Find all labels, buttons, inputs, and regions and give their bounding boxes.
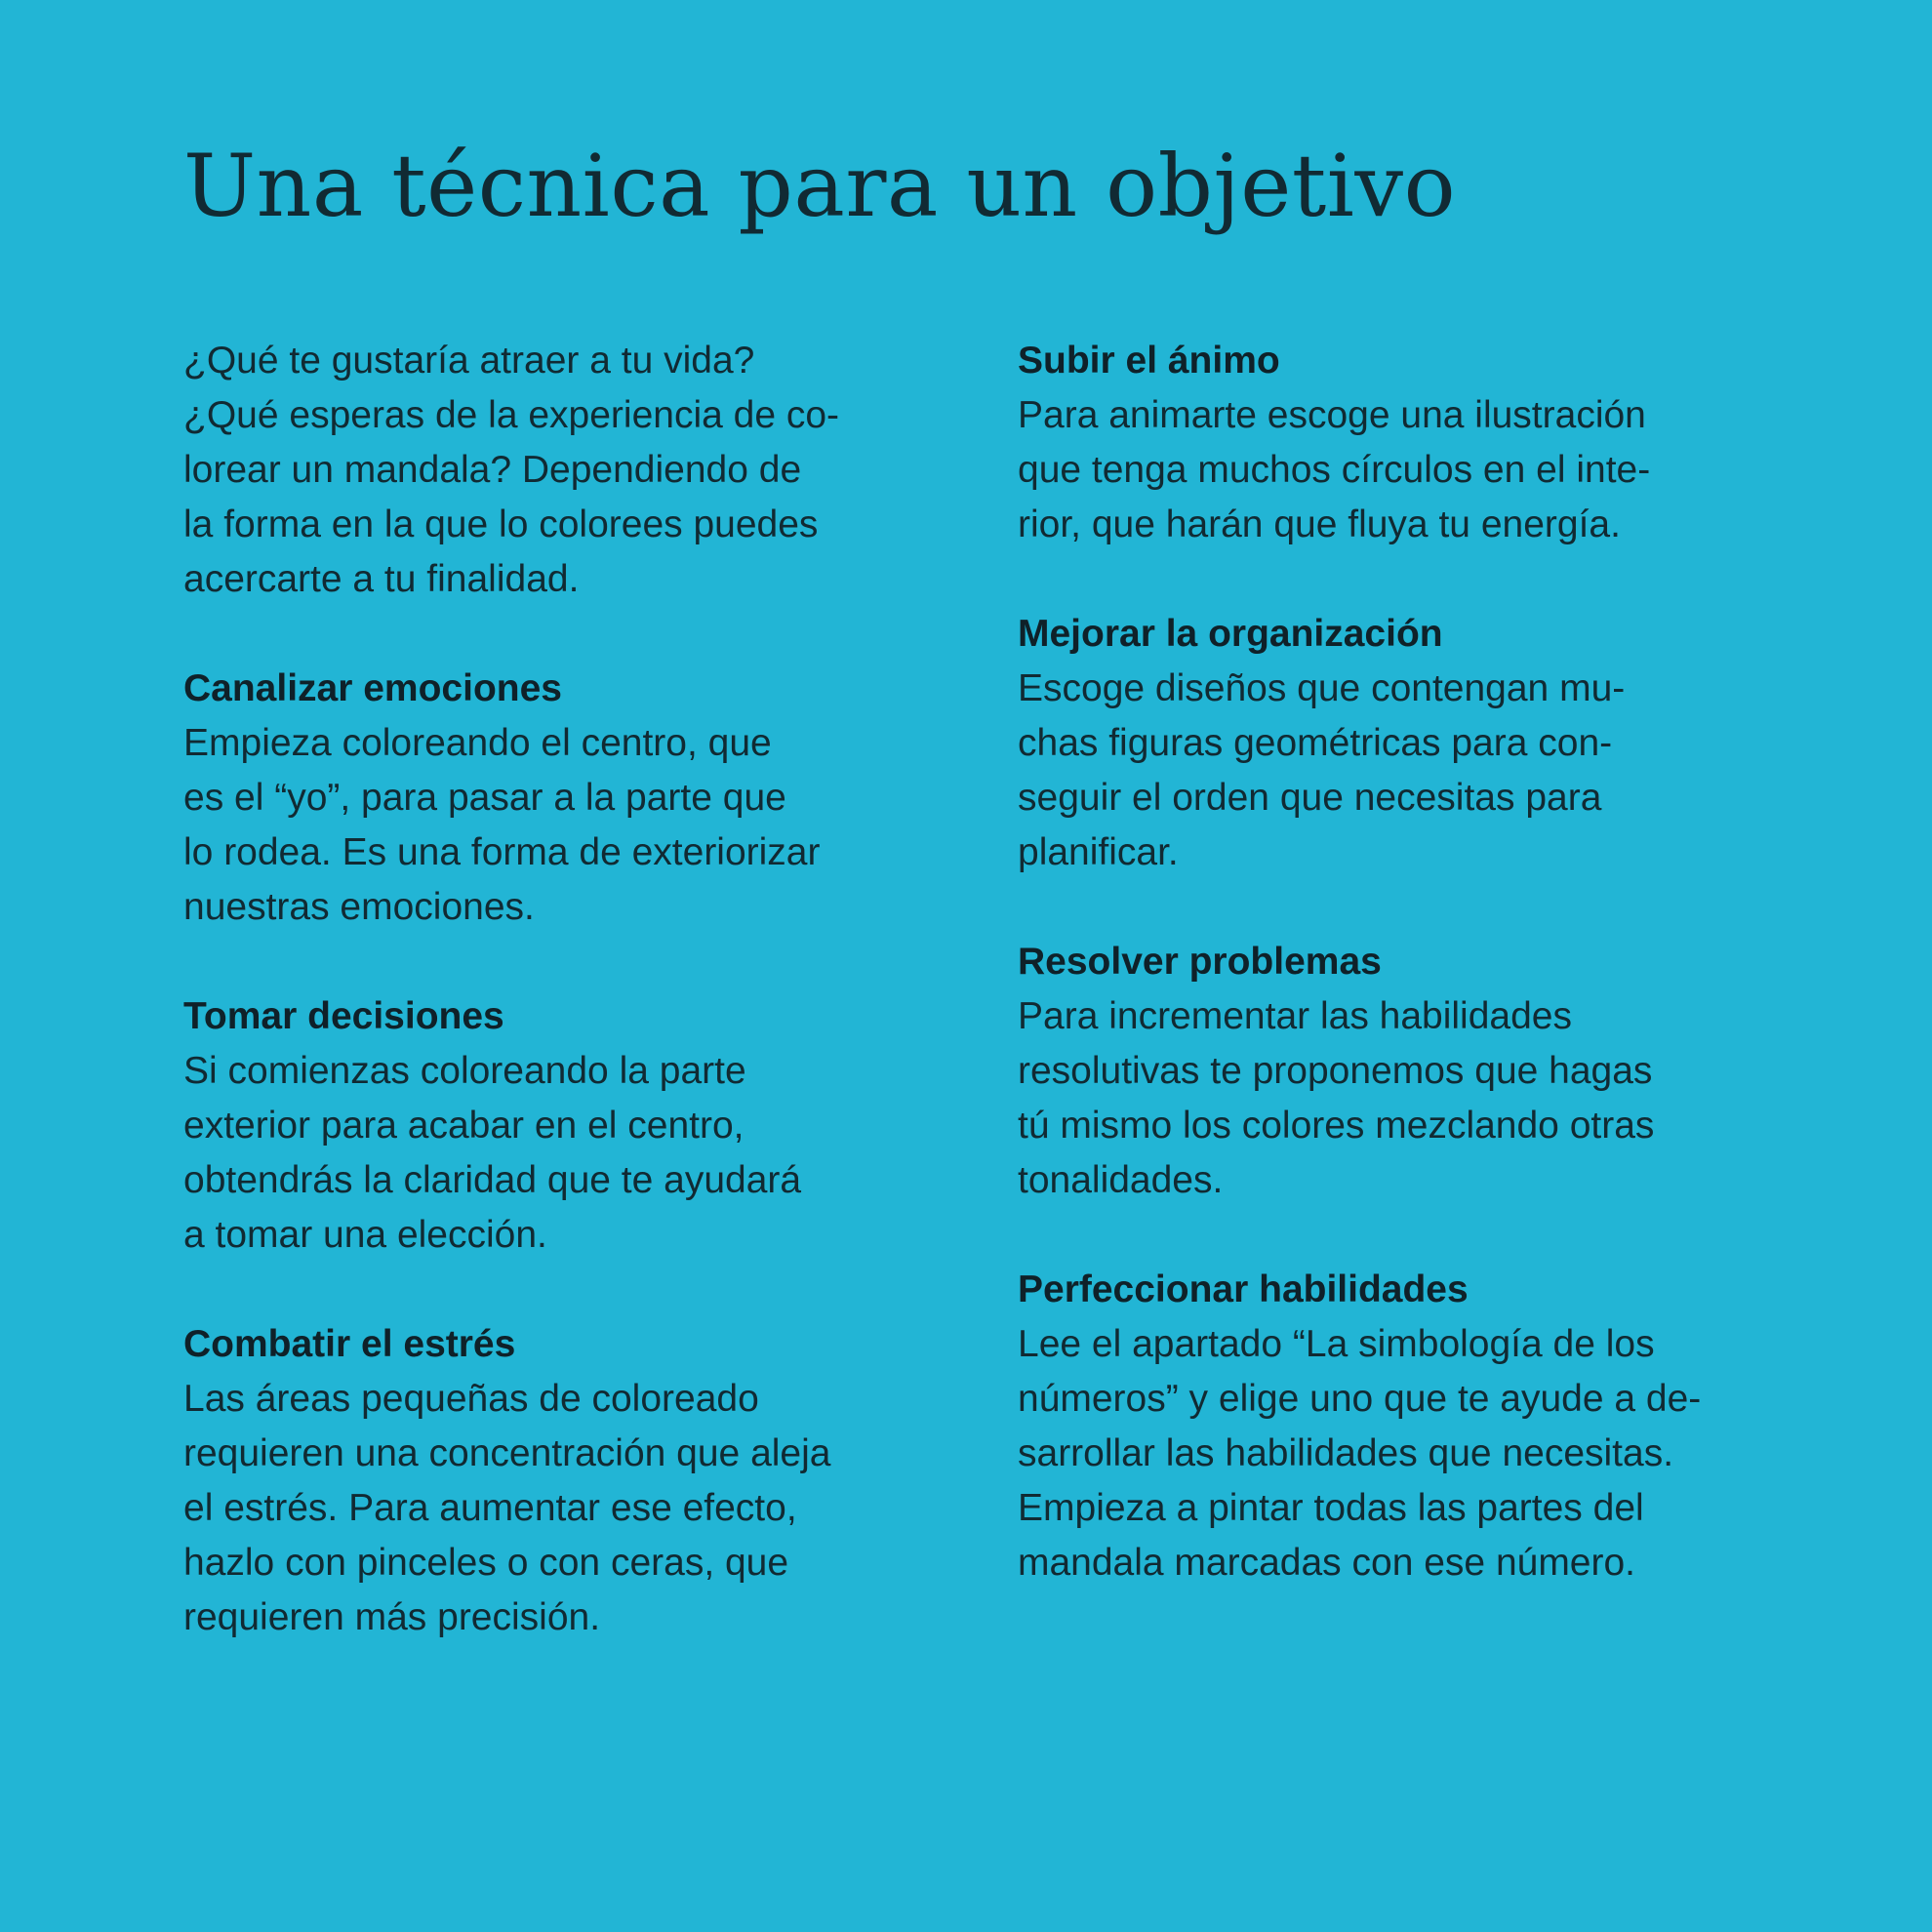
section-body: Para animarte escoge una ilustración que tenga muchos círculos en el inte- rior, que harán que fluya tu energía. [1018, 394, 1651, 545]
section-body: Las áreas pequeñas de coloreado requieren una concentración que aleja el estrés. Para aumentar ese efecto, hazlo con pinceles o con ceras, que requieren más precisión. [183, 1378, 831, 1638]
section-heading: Canalizar emociones [183, 667, 562, 709]
section-heading: Perfeccionar habilidades [1018, 1268, 1469, 1310]
section-combatir-estres [183, 1317, 925, 1645]
page-title: Una técnica para un objetivo [183, 136, 1457, 236]
section-body: Lee el apartado “La simbología de los números” y elige uno que te ayude a de- sarrollar las habilidades que necesitas. Empieza a pintar todas las partes del mandala marcadas con ese número. [1018, 1323, 1702, 1584]
section-tomar-decisiones [183, 989, 925, 1263]
section-body: Escoge diseños que contengan mu- chas figuras geométricas para con- seguir el orden que necesitas para planificar. [1018, 667, 1626, 873]
section-heading: Combatir el estrés [183, 1323, 516, 1365]
section-body: Empieza coloreando el centro, que es el “yo”, para pasar a la parte que lo rodea. Es una forma de exteriorizar nuestras emociones. [183, 722, 821, 928]
section-heading: Subir el ánimo [1018, 340, 1280, 382]
section-resolver-problemas [1018, 935, 1769, 1208]
section-subir-animo [1018, 334, 1769, 552]
intro-paragraph: ¿Qué te gustaría atraer a tu vida? ¿Qué esperas de la experiencia de co- lorear un mandala? Dependiendo de la forma en la que lo colorees puedes acercarte a tu finalidad. [183, 340, 840, 600]
section-mejorar-organizacion [1018, 607, 1769, 880]
section-body: Si comienzas coloreando la parte exterior para acabar en el centro, obtendrás la claridad que te ayudará a tomar una elección. [183, 1050, 802, 1256]
section-heading: Mejorar la organización [1018, 613, 1443, 655]
left-column [183, 334, 925, 1700]
section-body: Para incrementar las habilidades resolutivas te proponemos que hagas tú mismo los colores mezclando otras tonalidades. [1018, 995, 1655, 1201]
section-canalizar-emociones [183, 662, 925, 935]
right-column [1018, 334, 1769, 1645]
section-heading: Tomar decisiones [183, 995, 504, 1037]
section-perfeccionar-habilidades [1018, 1263, 1769, 1590]
section-heading: Resolver problemas [1018, 941, 1382, 983]
